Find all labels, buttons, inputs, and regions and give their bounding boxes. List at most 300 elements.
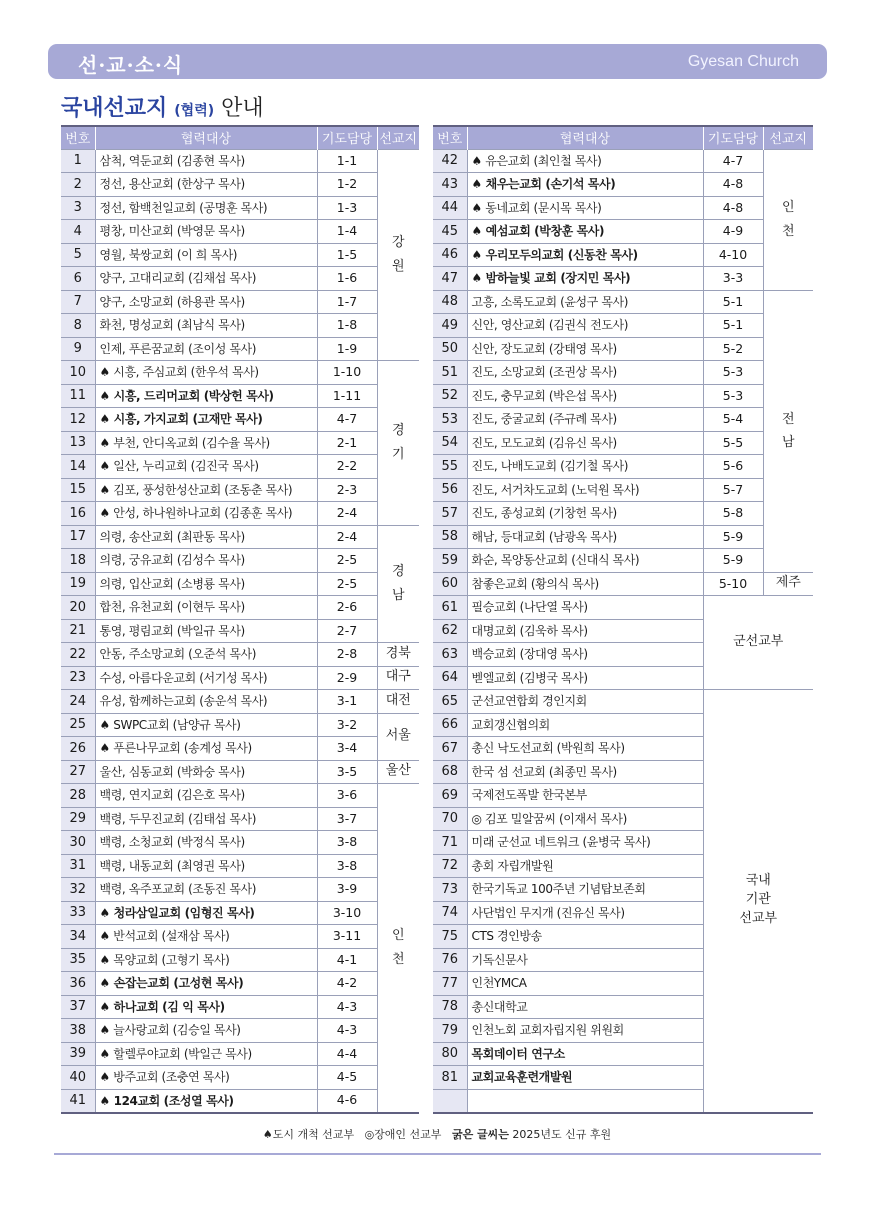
prayer-assignment: 2-4	[317, 502, 377, 526]
row-number: 47	[433, 267, 467, 291]
row-number: 58	[433, 525, 467, 549]
legend-footnote	[0, 1126, 874, 1142]
prayer-assignment: 5-7	[703, 478, 763, 502]
table-row	[61, 690, 419, 714]
page-title-tail: 안내	[221, 96, 264, 121]
prayer-assignment: 2-1	[317, 431, 377, 455]
region-cell: 군선교부	[703, 596, 813, 690]
table-row	[433, 596, 813, 620]
table-row	[61, 737, 419, 761]
partner-name: 안동, 주소망교회 (오준석 목사)	[95, 643, 317, 667]
row-number: 5	[61, 243, 95, 267]
partner-name: 정선, 용산교회 (한상구 목사)	[95, 173, 317, 197]
row-number: 71	[433, 831, 467, 855]
prayer-assignment: 5-10	[703, 572, 763, 596]
row-number: 3	[61, 196, 95, 220]
prayer-assignment: 1-1	[317, 149, 377, 173]
partner-name: 의령, 궁유교회 (김성수 목사)	[95, 549, 317, 573]
partner-name: 의령, 송산교회 (최판동 목사)	[95, 525, 317, 549]
table-row	[433, 572, 813, 596]
partner-name: 해남, 등대교회 (남광옥 목사)	[467, 525, 703, 549]
row-number: 40	[61, 1066, 95, 1090]
row-number: 42	[433, 149, 467, 173]
legend-bold-label: 굵은 글씨는	[451, 1128, 509, 1141]
table-row	[433, 149, 813, 173]
table-row	[61, 713, 419, 737]
partner-name: ♠ 예섬교회 (박창훈 목사)	[467, 220, 703, 244]
table-body-right	[433, 149, 813, 1113]
table-header-row	[433, 126, 813, 149]
table-row	[61, 807, 419, 831]
prayer-assignment: 2-4	[317, 525, 377, 549]
partner-name: 신안, 장도교회 (강태영 목사)	[467, 337, 703, 361]
bottom-divider	[54, 1153, 821, 1155]
legend-spade: ♠도시 개척 선교부	[262, 1128, 355, 1141]
row-number: 65	[433, 690, 467, 714]
row-number: 66	[433, 713, 467, 737]
partner-name: 대명교회 (김욱하 목사)	[467, 619, 703, 643]
prayer-assignment: 3-4	[317, 737, 377, 761]
prayer-assignment: 5-8	[703, 502, 763, 526]
table-row	[433, 502, 813, 526]
table-row	[61, 337, 419, 361]
row-number: 64	[433, 666, 467, 690]
prayer-assignment: 3-8	[317, 854, 377, 878]
row-number: 61	[433, 596, 467, 620]
row-number: 67	[433, 737, 467, 761]
partner-name: 필승교회 (나단열 목사)	[467, 596, 703, 620]
page-title	[61, 91, 264, 122]
row-number: 50	[433, 337, 467, 361]
row-number: 37	[61, 995, 95, 1019]
partner-name: 한국기독교 100주년 기념탑보존회	[467, 878, 703, 902]
prayer-assignment: 5-9	[703, 549, 763, 573]
table-row	[61, 1066, 419, 1090]
region-cell: 대전	[377, 690, 419, 714]
partner-name: 통영, 평림교회 (박일규 목사)	[95, 619, 317, 643]
partner-name: 교회갱신협의회	[467, 713, 703, 737]
row-number: 68	[433, 760, 467, 784]
region-cell: 대구	[377, 666, 419, 690]
partner-name: ♠ 푸른나무교회 (송계성 목사)	[95, 737, 317, 761]
prayer-assignment: 4-1	[317, 948, 377, 972]
table-row	[61, 1019, 419, 1043]
table-row	[61, 995, 419, 1019]
partner-name: 진도, 소망교회 (조권상 목사)	[467, 361, 703, 385]
row-number: 45	[433, 220, 467, 244]
page-title-sub: (협력)	[174, 103, 215, 119]
prayer-assignment: 4-5	[317, 1066, 377, 1090]
table-row	[61, 572, 419, 596]
table-row	[433, 267, 813, 291]
table-row	[61, 220, 419, 244]
prayer-assignment: 1-9	[317, 337, 377, 361]
row-number: 16	[61, 502, 95, 526]
partner-name: 인천노회 교회자립지원 위원회	[467, 1019, 703, 1043]
prayer-assignment: 1-11	[317, 384, 377, 408]
region-cell: 국내 기관 선교부	[703, 690, 813, 1113]
row-number: 78	[433, 995, 467, 1019]
partner-name: 수성, 아름다운교회 (서기성 목사)	[95, 666, 317, 690]
table-row	[61, 596, 419, 620]
partner-name: ♠ 우리모두의교회 (신동찬 목사)	[467, 243, 703, 267]
partner-name: 진도, 모도교회 (김유신 목사)	[467, 431, 703, 455]
partner-name: 진도, 중굴교회 (주규례 목사)	[467, 408, 703, 432]
row-number: 63	[433, 643, 467, 667]
table-row	[61, 525, 419, 549]
prayer-assignment: 2-7	[317, 619, 377, 643]
partner-name: ♠ 동네교회 (문시목 목사)	[467, 196, 703, 220]
prayer-assignment: 3-8	[317, 831, 377, 855]
prayer-assignment: 3-1	[317, 690, 377, 714]
prayer-assignment: 3-11	[317, 925, 377, 949]
table-body-left	[61, 149, 419, 1113]
partner-name: 합천, 유천교회 (이현두 목사)	[95, 596, 317, 620]
row-number: 2	[61, 173, 95, 197]
row-number: 15	[61, 478, 95, 502]
table-row	[433, 431, 813, 455]
region-cell: 경 기	[377, 361, 419, 526]
partner-name: 유성, 함께하는교회 (송운석 목사)	[95, 690, 317, 714]
partner-name: 참좋은교회 (황의식 목사)	[467, 572, 703, 596]
row-number: 32	[61, 878, 95, 902]
table-row	[61, 243, 419, 267]
partner-name: ♠ 부천, 안디옥교회 (김수율 목사)	[95, 431, 317, 455]
prayer-assignment: 1-2	[317, 173, 377, 197]
row-number: 48	[433, 290, 467, 314]
table-row	[433, 337, 813, 361]
region-cell: 인 천	[377, 784, 419, 1113]
prayer-assignment: 5-2	[703, 337, 763, 361]
row-number: 51	[433, 361, 467, 385]
row-number: 6	[61, 267, 95, 291]
row-number-empty	[433, 1089, 467, 1113]
table-row	[61, 173, 419, 197]
row-number: 70	[433, 807, 467, 831]
prayer-assignment: 2-2	[317, 455, 377, 479]
row-number: 18	[61, 549, 95, 573]
header-region: 선교지	[377, 126, 419, 149]
table-row	[433, 290, 813, 314]
partner-name: ♠ 시흥, 드리머교회 (박상헌 목사)	[95, 384, 317, 408]
partner-name: 목회데이터 연구소	[467, 1042, 703, 1066]
partner-name: ♠ 방주교회 (조충연 목사)	[95, 1066, 317, 1090]
prayer-assignment: 3-7	[317, 807, 377, 831]
banner-title: 선·교·소·식	[78, 53, 184, 77]
prayer-assignment: 3-5	[317, 760, 377, 784]
table-row	[61, 196, 419, 220]
row-number: 74	[433, 901, 467, 925]
region-cell: 전 남	[763, 290, 813, 572]
row-number: 73	[433, 878, 467, 902]
region-cell: 경북	[377, 643, 419, 667]
prayer-assignment: 2-8	[317, 643, 377, 667]
row-number: 43	[433, 173, 467, 197]
church-name: Gyesan Church	[687, 53, 799, 70]
table-row	[61, 972, 419, 996]
row-number: 49	[433, 314, 467, 338]
partner-name: 국제전도폭발 한국본부	[467, 784, 703, 808]
prayer-assignment: 4-10	[703, 243, 763, 267]
row-number: 11	[61, 384, 95, 408]
table-row	[61, 478, 419, 502]
prayer-assignment: 1-5	[317, 243, 377, 267]
table-row	[61, 314, 419, 338]
partner-name: ♠ 밤하늘빛 교회 (장지민 목사)	[467, 267, 703, 291]
prayer-assignment: 4-4	[317, 1042, 377, 1066]
partner-name: 양구, 소망교회 (하용관 목사)	[95, 290, 317, 314]
row-number: 30	[61, 831, 95, 855]
partner-name: 정선, 함백천일교회 (공명훈 목사)	[95, 196, 317, 220]
table-row	[433, 455, 813, 479]
partner-name: 진도, 종성교회 (기창헌 목사)	[467, 502, 703, 526]
row-number: 20	[61, 596, 95, 620]
partner-name: 백승교회 (장대영 목사)	[467, 643, 703, 667]
row-number: 1	[61, 149, 95, 173]
table-row	[61, 267, 419, 291]
table-row	[61, 549, 419, 573]
table-row	[61, 948, 419, 972]
partner-name: 영월, 북쌍교회 (이 희 목사)	[95, 243, 317, 267]
row-number: 46	[433, 243, 467, 267]
table-row	[433, 196, 813, 220]
prayer-assignment: 3-3	[703, 267, 763, 291]
table-row	[61, 831, 419, 855]
prayer-assignment: 3-10	[317, 901, 377, 925]
table-row	[61, 149, 419, 173]
table-row	[61, 290, 419, 314]
row-number: 14	[61, 455, 95, 479]
prayer-assignment: 1-8	[317, 314, 377, 338]
row-number: 4	[61, 220, 95, 244]
header-num: 번호	[61, 126, 95, 149]
mission-table-right	[433, 125, 813, 1114]
row-number: 75	[433, 925, 467, 949]
table-row	[61, 1089, 419, 1113]
table-row	[61, 502, 419, 526]
prayer-assignment: 4-7	[317, 408, 377, 432]
partner-name: ♠ 시흥, 가지교회 (고재만 목사)	[95, 408, 317, 432]
partner-name: ♠ 손잡는교회 (고성현 목사)	[95, 972, 317, 996]
partner-name: 사단법인 무지개 (진유신 목사)	[467, 901, 703, 925]
table-row	[61, 901, 419, 925]
partner-name: ♠ 하나교회 (김 익 목사)	[95, 995, 317, 1019]
row-number: 60	[433, 572, 467, 596]
section-banner	[48, 44, 827, 79]
header-prayer: 기도담당	[703, 126, 763, 149]
row-number: 72	[433, 854, 467, 878]
prayer-assignment: 5-1	[703, 290, 763, 314]
partner-name: 진도, 서거차도교회 (노덕원 목사)	[467, 478, 703, 502]
prayer-assignment: 1-10	[317, 361, 377, 385]
partner-name: ♠ 반석교회 (설재삼 목사)	[95, 925, 317, 949]
prayer-assignment: 2-6	[317, 596, 377, 620]
row-number: 35	[61, 948, 95, 972]
row-number: 26	[61, 737, 95, 761]
partner-name: ♠ 늘사랑교회 (김승일 목사)	[95, 1019, 317, 1043]
partner-name: 인제, 푸른꿈교회 (조이성 목사)	[95, 337, 317, 361]
row-number: 13	[61, 431, 95, 455]
partner-name: 미래 군선교 네트워크 (윤병국 목사)	[467, 831, 703, 855]
header-target: 협력대상	[95, 126, 317, 149]
row-number: 54	[433, 431, 467, 455]
row-number: 57	[433, 502, 467, 526]
partner-name: ♠ 청라삼일교회 (임형진 목사)	[95, 901, 317, 925]
row-number: 29	[61, 807, 95, 831]
prayer-assignment: 4-3	[317, 1019, 377, 1043]
row-number: 19	[61, 572, 95, 596]
partner-name: 양구, 고대리교회 (김채섭 목사)	[95, 267, 317, 291]
partner-name: 백령, 옥주포교회 (조동진 목사)	[95, 878, 317, 902]
prayer-assignment: 4-8	[703, 173, 763, 197]
row-number: 12	[61, 408, 95, 432]
partner-name: 교회교육훈련개발원	[467, 1066, 703, 1090]
row-number: 77	[433, 972, 467, 996]
region-cell: 인 천	[763, 149, 813, 290]
table-row	[433, 525, 813, 549]
row-number: 24	[61, 690, 95, 714]
partner-name: 벧엘교회 (김병국 목사)	[467, 666, 703, 690]
prayer-assignment: 1-7	[317, 290, 377, 314]
table-row	[61, 878, 419, 902]
table-row	[61, 666, 419, 690]
table-row	[433, 243, 813, 267]
table-row	[61, 431, 419, 455]
partner-name: 총신 낙도선교회 (박원희 목사)	[467, 737, 703, 761]
partner-name: 신안, 영산교회 (김권식 전도사)	[467, 314, 703, 338]
row-number: 79	[433, 1019, 467, 1043]
legend-disabled: ◎장애인 선교부	[364, 1128, 442, 1141]
partner-name-empty	[467, 1089, 703, 1113]
row-number: 52	[433, 384, 467, 408]
table-row	[61, 455, 419, 479]
partner-name: CTS 경인방송	[467, 925, 703, 949]
table-row	[61, 854, 419, 878]
table-row	[433, 408, 813, 432]
row-number: 39	[61, 1042, 95, 1066]
row-number: 80	[433, 1042, 467, 1066]
prayer-assignment: 5-5	[703, 431, 763, 455]
region-cell: 울산	[377, 760, 419, 784]
partner-name: 진도, 나배도교회 (김기철 목사)	[467, 455, 703, 479]
partner-name: 고흥, 소록도교회 (윤성구 목사)	[467, 290, 703, 314]
prayer-assignment: 4-2	[317, 972, 377, 996]
table-row	[433, 690, 813, 714]
row-number: 55	[433, 455, 467, 479]
header-num: 번호	[433, 126, 467, 149]
prayer-assignment: 5-6	[703, 455, 763, 479]
table-row	[61, 384, 419, 408]
table-row	[433, 220, 813, 244]
partner-name: 한국 섬 선교회 (최종민 목사)	[467, 760, 703, 784]
row-number: 10	[61, 361, 95, 385]
partner-name: ♠ 김포, 풍성한성산교회 (조동춘 목사)	[95, 478, 317, 502]
row-number: 41	[61, 1089, 95, 1113]
row-number: 8	[61, 314, 95, 338]
partner-name: ♠ 할렐루야교회 (박일근 목사)	[95, 1042, 317, 1066]
row-number: 17	[61, 525, 95, 549]
prayer-assignment: 5-3	[703, 361, 763, 385]
row-number: 53	[433, 408, 467, 432]
partner-name: 평창, 미산교회 (박영문 목사)	[95, 220, 317, 244]
table-row	[61, 408, 419, 432]
row-number: 69	[433, 784, 467, 808]
table-row	[61, 619, 419, 643]
prayer-assignment: 4-3	[317, 995, 377, 1019]
partner-name: ♠ 유은교회 (최인철 목사)	[467, 149, 703, 173]
partner-name: 울산, 심동교회 (박화숭 목사)	[95, 760, 317, 784]
prayer-assignment: 2-3	[317, 478, 377, 502]
region-cell: 경 남	[377, 525, 419, 643]
table-row	[433, 478, 813, 502]
partner-name: 화천, 명성교회 (최남식 목사)	[95, 314, 317, 338]
partner-name: 화순, 목양동산교회 (신대식 목사)	[467, 549, 703, 573]
row-number: 81	[433, 1066, 467, 1090]
partner-name: 백령, 연지교회 (김은호 목사)	[95, 784, 317, 808]
row-number: 44	[433, 196, 467, 220]
partner-name: ♠ 124교회 (조성열 목사)	[95, 1089, 317, 1113]
row-number: 31	[61, 854, 95, 878]
table-row	[61, 361, 419, 385]
table-row	[433, 384, 813, 408]
table-row	[61, 784, 419, 808]
partner-name: 삼척, 역둔교회 (김종현 목사)	[95, 149, 317, 173]
partner-name: 인천YMCA	[467, 972, 703, 996]
prayer-assignment: 3-6	[317, 784, 377, 808]
prayer-assignment: 4-7	[703, 149, 763, 173]
table-row	[433, 361, 813, 385]
row-number: 33	[61, 901, 95, 925]
prayer-assignment: 4-9	[703, 220, 763, 244]
row-number: 21	[61, 619, 95, 643]
row-number: 9	[61, 337, 95, 361]
partner-name: 백령, 소청교회 (박정식 목사)	[95, 831, 317, 855]
row-number: 23	[61, 666, 95, 690]
row-number: 62	[433, 619, 467, 643]
row-number: 7	[61, 290, 95, 314]
partner-name: 총신대학교	[467, 995, 703, 1019]
row-number: 22	[61, 643, 95, 667]
prayer-assignment: 1-6	[317, 267, 377, 291]
prayer-assignment: 2-9	[317, 666, 377, 690]
row-number: 38	[61, 1019, 95, 1043]
partner-name: 기독신문사	[467, 948, 703, 972]
prayer-assignment: 2-5	[317, 572, 377, 596]
partner-name: ◎ 김포 밀알꿈씨 (이재서 목사)	[467, 807, 703, 831]
table-row	[61, 760, 419, 784]
partner-name: 백령, 두무진교회 (김태섭 목사)	[95, 807, 317, 831]
mission-table-left	[61, 125, 419, 1114]
prayer-assignment: 5-1	[703, 314, 763, 338]
prayer-assignment: 4-6	[317, 1089, 377, 1113]
partner-name: ♠ 채우는교회 (손기석 목사)	[467, 173, 703, 197]
prayer-assignment: 1-4	[317, 220, 377, 244]
legend-bold-tail: 2025년도 신규 후원	[512, 1128, 612, 1141]
row-number: 76	[433, 948, 467, 972]
partner-name: 백령, 내동교회 (최영권 목사)	[95, 854, 317, 878]
region-cell: 제주	[763, 572, 813, 596]
prayer-assignment: 1-3	[317, 196, 377, 220]
table-row	[433, 173, 813, 197]
row-number: 27	[61, 760, 95, 784]
prayer-assignment: 3-2	[317, 713, 377, 737]
partner-name: 군선교연합회 경인지회	[467, 690, 703, 714]
row-number: 28	[61, 784, 95, 808]
row-number: 56	[433, 478, 467, 502]
table-header-row	[61, 126, 419, 149]
header-target: 협력대상	[467, 126, 703, 149]
partner-name: ♠ 안성, 하나원하나교회 (김종훈 목사)	[95, 502, 317, 526]
